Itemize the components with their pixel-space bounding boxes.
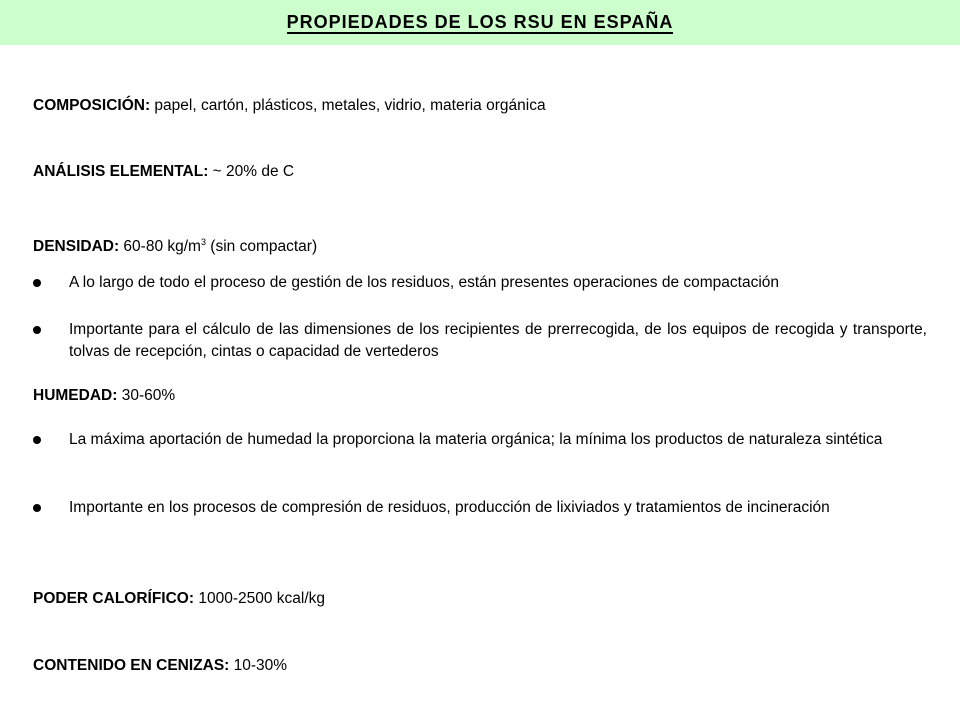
densidad-sup: 3 (200, 237, 206, 247)
densidad-line (33, 231, 927, 258)
page-title: PROPIEDADES DE LOS RSU EN ESPAÑA (286, 11, 674, 32)
composicion-text: papel, cartón, plásticos, metales, vidrio, materia orgánica (150, 97, 546, 114)
densidad-bullet-2 (33, 319, 927, 363)
poder-text: 1000-2500 kcal/kg (194, 590, 326, 607)
densidad-text: 60-80 kg/m (119, 238, 201, 255)
cenizas-label: CONTENIDO EN CENIZAS: (33, 657, 230, 674)
humedad-bullet-2 (33, 497, 927, 519)
analisis-label: ANÁLISIS ELEMENTAL: (33, 163, 209, 180)
bullet-icon (33, 504, 41, 512)
densidad-bullet-1 (33, 272, 927, 294)
bullet-icon (33, 279, 41, 287)
poder-label: PODER CALORÍFICO: (33, 590, 195, 607)
humedad-label: HUMEDAD: (33, 387, 118, 404)
analisis-text: ~ 20% de C (208, 163, 295, 180)
analisis-line (33, 161, 927, 183)
bullet-icon (33, 436, 41, 444)
humedad-line (33, 385, 927, 407)
bullet-text: Importante para el cálculo de las dimensiones de los recipientes de prerrecogida, de los equipos de recogida y transporte, tolvas de recepción, cintas o capacidad de vertederos (69, 321, 927, 360)
bullet-text: La máxima aportación de humedad la proporciona la materia orgánica; la mínima los productos de naturaleza sintética (69, 431, 883, 448)
composicion-line (33, 95, 927, 117)
composicion-label: COMPOSICIÓN: (33, 97, 151, 114)
bullet-text: Importante en los procesos de compresión de residuos, producción de lixiviados y tratamientos de incineración (69, 499, 830, 516)
title-bar (0, 0, 960, 45)
humedad-bullet-1 (33, 429, 927, 451)
bullet-text: A lo largo de todo el proceso de gestión de los residuos, están presentes operaciones de compactación (69, 274, 780, 291)
densidad-text-after: (sin compactar) (206, 238, 318, 255)
bullet-icon (33, 326, 41, 334)
poder-line (33, 588, 927, 610)
cenizas-text: 10-30% (229, 657, 288, 674)
humedad-text: 30-60% (117, 387, 176, 404)
densidad-label: DENSIDAD: (33, 238, 120, 255)
cenizas-line (33, 655, 927, 677)
